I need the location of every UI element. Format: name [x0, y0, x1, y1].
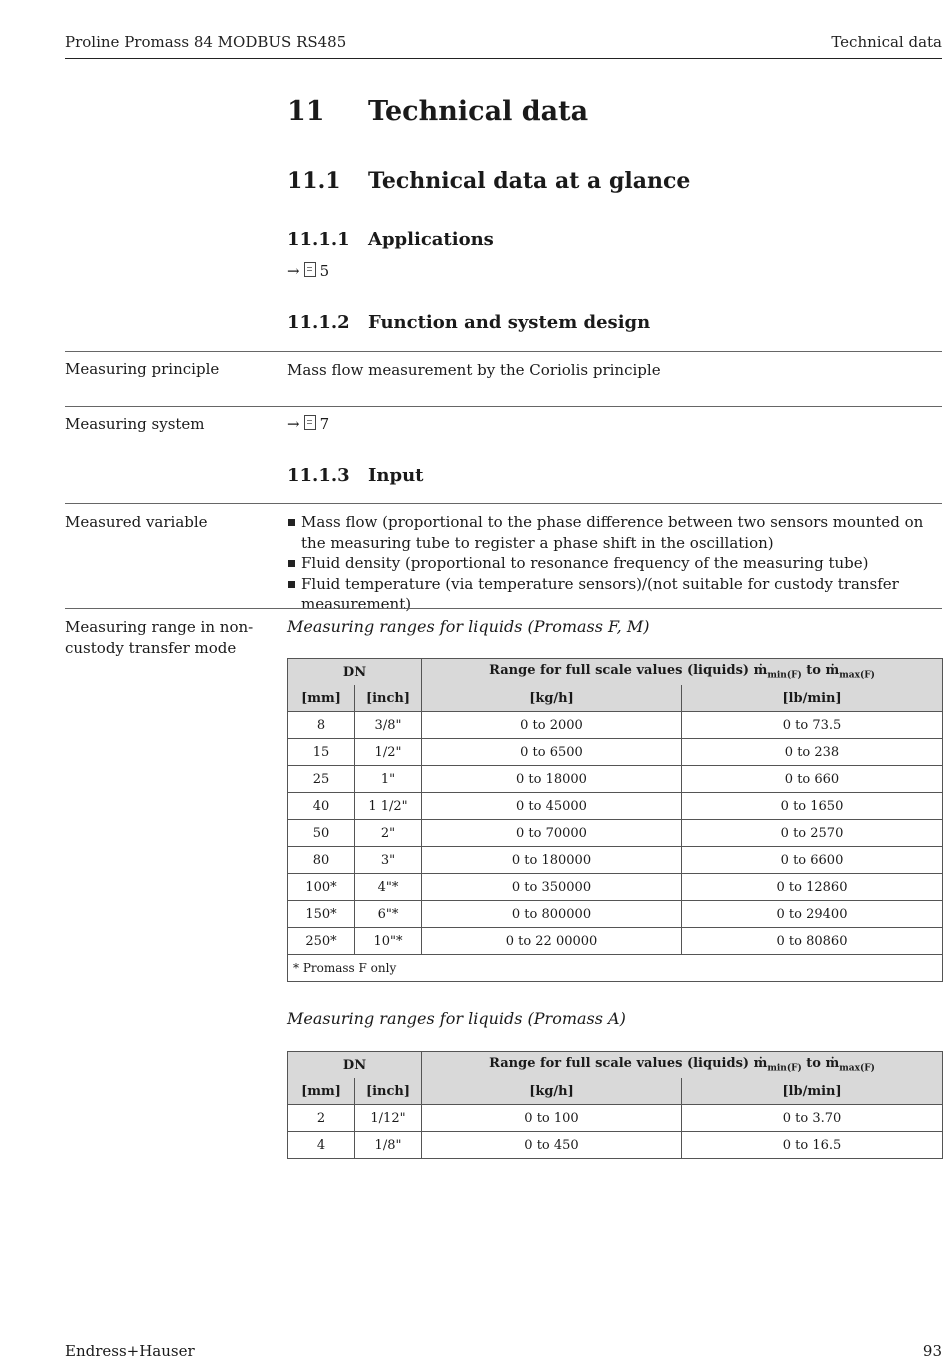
table-footnote-row [288, 955, 943, 982]
table-row: 8 3/8" 0 to 2000 0 to 73.5 [288, 712, 943, 739]
page-number: 5 [319, 262, 330, 280]
list-item: Fluid temperature (via temperature sensors)/(not suitable for custody transfer measurement) [287, 574, 942, 615]
applications-page-ref[interactable] [287, 262, 329, 280]
table-row: 15 1/2" 0 to 6500 0 to 238 [288, 739, 943, 766]
input-title: Input [368, 465, 424, 486]
function-number: 11.1.2 [287, 312, 350, 333]
footer-brand: Endress+Hauser [65, 1342, 195, 1360]
table-row: 25 1" 0 to 18000 0 to 660 [288, 766, 943, 793]
input-number: 11.1.3 [287, 465, 350, 486]
measuring-range-label: Measuring range in non-custody transfer mode [65, 618, 254, 657]
section-number: 11 [287, 96, 325, 127]
arrow-icon: → [287, 262, 300, 280]
table-footnote: * Promass F only [288, 955, 943, 982]
table-row: 100* 4"* 0 to 350000 0 to 12860 [288, 874, 943, 901]
document-icon [304, 415, 316, 430]
col-kgh: [kg/h] [422, 1078, 682, 1105]
col-lbmin: [lb/min] [682, 685, 943, 712]
subsection-number: 11.1 [287, 168, 341, 194]
col-kgh: [kg/h] [422, 685, 682, 712]
col-inch: [inch] [355, 1078, 422, 1105]
applications-number: 11.1.1 [287, 229, 350, 250]
range-header: Range for full scale values (liquids) ṁ$_{min(F)}$ to ṁ$_{max(F)}$ [422, 659, 943, 686]
document-icon [304, 262, 316, 277]
table-row: 40 1 1/2" 0 to 45000 0 to 1650 [288, 793, 943, 820]
page-number-footer: 93 [922, 1342, 942, 1360]
col-mm: [mm] [288, 685, 355, 712]
measuring-principle-label: Measuring principle [65, 360, 220, 378]
col-inch: [inch] [355, 685, 422, 712]
range-header: Range for full scale values (liquids) ṁ$_{min(F)}$ to ṁ$_{max(F)}$ [422, 1052, 943, 1079]
table-row: 4 1/8" 0 to 450 0 to 16.5 [288, 1132, 943, 1159]
table-row: 50 2" 0 to 70000 0 to 2570 [288, 820, 943, 847]
col-lbmin: [lb/min] [682, 1078, 943, 1105]
divider [65, 351, 942, 352]
table1-caption: Measuring ranges for liquids (Promass F, M) [287, 617, 650, 636]
col-mm: [mm] [288, 1078, 355, 1105]
divider [65, 608, 942, 609]
table-row: 80 3" 0 to 180000 0 to 6600 [288, 847, 943, 874]
header-rule [65, 58, 942, 59]
measuring-system-page-ref[interactable] [287, 415, 329, 433]
arrow-icon: → [287, 415, 300, 433]
header-section: Technical data [831, 33, 942, 51]
dn-header: DN [288, 1052, 422, 1079]
table2-caption: Measuring ranges for liquids (Promass A) [287, 1009, 626, 1028]
subsection-title: Technical data at a glance [368, 168, 691, 194]
divider [65, 406, 942, 407]
table-row: 250* 10"* 0 to 22 00000 0 to 80860 [288, 928, 943, 955]
header-title: Proline Promass 84 MODBUS RS485 [65, 33, 347, 51]
measuring-range-table-a [287, 1051, 943, 1159]
table-row: 2 1/12" 0 to 100 0 to 3.70 [288, 1105, 943, 1132]
divider [65, 503, 942, 504]
measuring-system-label: Measuring system [65, 415, 205, 433]
measuring-range-table-fm [287, 658, 943, 982]
list-item: Mass flow (proportional to the phase difference between two sensors mounted on the measuring tube to register a phase shift in the oscillation) [287, 512, 942, 553]
measured-variable-list [287, 512, 942, 615]
measured-variable-label: Measured variable [65, 513, 208, 531]
list-item: Fluid density (proportional to resonance frequency of the measuring tube) [287, 553, 942, 574]
function-title: Function and system design [368, 312, 651, 333]
applications-title: Applications [368, 229, 494, 250]
section-title: Technical data [368, 96, 589, 127]
dn-header: DN [288, 659, 422, 686]
table-row: 150* 6"* 0 to 800000 0 to 29400 [288, 901, 943, 928]
measuring-principle-value: Mass flow measurement by the Coriolis principle [287, 361, 661, 379]
page-number: 7 [319, 415, 330, 433]
